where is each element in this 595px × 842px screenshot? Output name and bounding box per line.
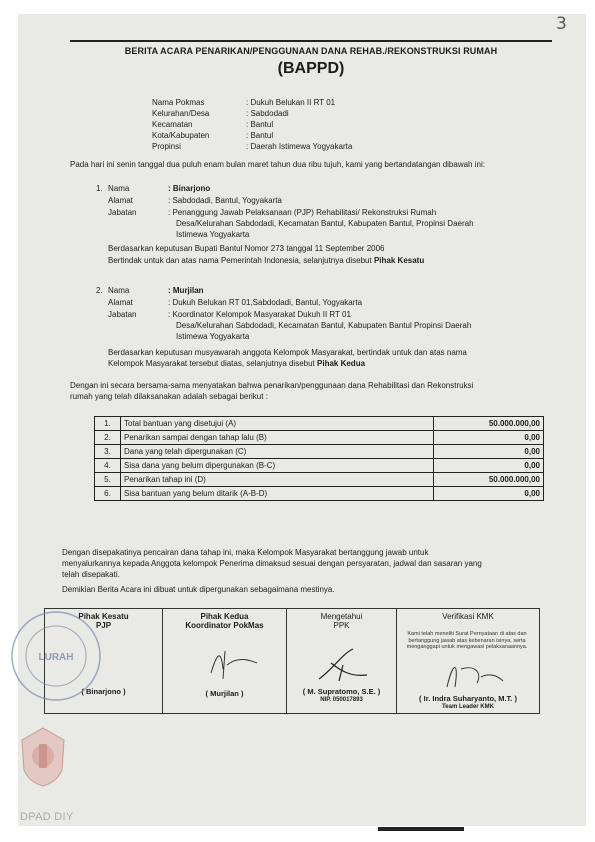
info-value: : Bantul <box>246 131 274 140</box>
closing-statement: Demikian Berita Acara ini dibuat untuk dipergunakan sebagaimana mestinya. <box>62 585 335 594</box>
signature-pihak-kedua <box>163 609 287 713</box>
party1-position-line: Istimewa Yogyakarta <box>176 230 250 239</box>
sig-name: ( M. Supratomo, S.E. ) <box>302 687 381 696</box>
document-title: BERITA ACARA PENARIKAN/PENGGUNAAN DANA REHAB./REKONSTRUKSI RUMAH <box>124 46 498 56</box>
info-value: : Dukuh Belukan II RT 01 <box>246 98 336 107</box>
header-rule <box>70 40 552 42</box>
agreement-paragraph: Dengan ini secara bersama-sama menyatakan bahwa penarikan/penggunaan dana Rehabilitasi dan Rekonstruksi <box>70 381 474 390</box>
row-number: 6. <box>95 487 121 501</box>
row-number: 4. <box>95 459 121 473</box>
row-label: Total bantuan yang disetujui (A) <box>121 417 434 431</box>
party-field-label: Jabatan <box>108 208 137 217</box>
info-value: : Sabdodadi <box>246 109 289 118</box>
row-label: Penarikan tahap ini (D) <box>121 473 434 487</box>
signature-scribble <box>313 645 373 685</box>
table-row <box>95 445 544 459</box>
row-amount: 50.000.000,00 <box>434 473 544 487</box>
row-label: Penarikan sampai dengan tahap lalu (B) <box>121 431 434 445</box>
sig-name: ( Murjilan ) <box>205 689 244 698</box>
table-row <box>95 417 544 431</box>
row-amount: 0,00 <box>434 487 544 501</box>
party1-acting: Bertindak untuk dan atas nama Pemerintah Indonesia, selanjutnya disebut Pihak Kesatu <box>108 256 425 265</box>
sig-subheading: PJP <box>95 621 112 630</box>
row-label: Dana yang telah dipergunakan (C) <box>121 445 434 459</box>
sig-name: ( Binarjono ) <box>81 687 126 696</box>
row-amount: 0,00 <box>434 459 544 473</box>
intro-paragraph: Pada hari ini senin tanggal dua puluh enam bulan maret tahun dua ribu tujuh, kami yang bertandatangan dibawah ini: <box>70 160 485 169</box>
party2-position-line: Istimewa Yogyakarta <box>176 332 250 341</box>
row-label: Sisa dana yang belum dipergunakan (B-C) <box>121 459 434 473</box>
funds-table <box>94 416 544 501</box>
party2-position: : Koordinator Kelompok Masyarakat Dukuh II RT 01 <box>168 310 351 319</box>
party1-name: : Binarjono <box>168 184 211 193</box>
sig-role: Team Leader KMK <box>442 704 494 710</box>
bottom-bar <box>378 827 464 831</box>
info-label: Kelurahan/Desa <box>152 109 210 118</box>
row-number: 5. <box>95 473 121 487</box>
signature-scribble <box>437 657 507 693</box>
table-row <box>95 487 544 501</box>
sig-heading: Pihak Kesatu <box>78 612 129 621</box>
party-field-label: Alamat <box>108 196 133 205</box>
table-row <box>95 473 544 487</box>
row-label: Sisa bantuan yang belum ditarik (A-B-D) <box>121 487 434 501</box>
sig-nip: NIP. 050017893 <box>320 697 363 703</box>
info-label: Kecamatan <box>152 120 193 129</box>
watermark-text: DPAD DIY <box>20 811 74 823</box>
agreement-paragraph: rumah yang telah dilaksanakan adalah sebagai berikut : <box>70 392 268 401</box>
party2-address: : Dukuh Belukan RT 01,Sabdodadi, Bantul, Yogyakarta <box>168 298 363 307</box>
party1-address: : Sabdodadi, Bantul, Yogyakarta <box>168 196 282 205</box>
page-number: 3 <box>556 14 567 34</box>
signature-scribble <box>203 643 263 683</box>
info-label: Propinsi <box>152 142 181 151</box>
sig-heading: Pihak Kedua <box>200 612 249 621</box>
row-number: 3. <box>95 445 121 459</box>
signature-table <box>44 608 540 714</box>
stamp-label: LURAH <box>38 652 74 663</box>
row-amount: 50.000.000,00 <box>434 417 544 431</box>
party-field-label: Jabatan <box>108 310 137 319</box>
party1-position: : Penanggung Jawab Pelaksanaan (PJP) Rehabilitasi/ Rekonstruksi Rumah <box>168 208 437 217</box>
party2-acting: Kelompok Masyarakat tersebut diatas, selanjutnya disebut Pihak Kedua <box>108 359 366 368</box>
row-amount: 0,00 <box>434 445 544 459</box>
sig-subheading: Koordinator PokMas <box>185 621 264 630</box>
info-label: Kota/Kabupaten <box>152 131 210 140</box>
party2-name: : Murjilan <box>168 286 204 295</box>
table-row <box>95 459 544 473</box>
party-field-label: Nama <box>108 286 130 295</box>
row-amount: 0,00 <box>434 431 544 445</box>
sig-heading: Mengetahui <box>320 612 363 621</box>
sig-heading: Verifikasi KMK <box>442 612 494 621</box>
signature-verifikasi <box>397 609 539 713</box>
closing-paragraph: menyalurkannya kepada Anggota kelompok Penerima dimaksud sesuai dengan persyaratan, jadwal dan sasaran yang <box>62 559 482 568</box>
verification-statement: Kami telah meneliti Surat Pernyataan di atas dan bertanggung jawab atas kebenaran isinya, serta menganggapi untuk mengawasi pelaksanaannya. <box>406 631 528 650</box>
party1-position-line: Desa/Kelurahan Sabdodadi, Kecamatan Bantul, Kabupaten Bantul, Propinsi Daerah <box>176 219 474 228</box>
info-label: Nama Pokmas <box>152 98 205 107</box>
party-field-label: Alamat <box>108 298 133 307</box>
party-field-label: Nama <box>108 184 130 193</box>
archive-logo-icon <box>18 726 68 788</box>
official-stamp <box>6 606 106 706</box>
table-row <box>95 431 544 445</box>
closing-paragraph: Dengan disepakatinya pencairan dana tahap ini, maka Kelompok Masyarakat bertanggung jawab untuk <box>62 548 429 557</box>
closing-paragraph: telah disepakati. <box>62 570 120 579</box>
party-number: 1. <box>96 184 103 193</box>
row-number: 2. <box>95 431 121 445</box>
info-value: : Daerah Istimewa Yogyakarta <box>246 142 353 151</box>
document-acronym: (BAPPD) <box>277 60 345 77</box>
sig-subheading: PPK <box>333 621 350 630</box>
party2-position-line: Desa/Kelurahan Sabdodadi, Kecamatan Bantul, Kabupaten Bantul Propinsi Daerah <box>176 321 472 330</box>
sig-name: ( Ir. Indra Suharyanto, M.T. ) <box>419 694 517 703</box>
party2-deliberation: Berdasarkan keputusan musyawarah anggota Kelompok Masyarakat, bertindak untuk dan atas nama <box>108 348 467 357</box>
party1-decree: Berdasarkan keputusan Bupati Bantul Nomor 273 tanggal 11 September 2006 <box>108 244 385 253</box>
row-number: 1. <box>95 417 121 431</box>
signature-mengetahui <box>287 609 397 713</box>
party-number: 2. <box>96 286 103 295</box>
info-value: : Bantul <box>246 120 274 129</box>
